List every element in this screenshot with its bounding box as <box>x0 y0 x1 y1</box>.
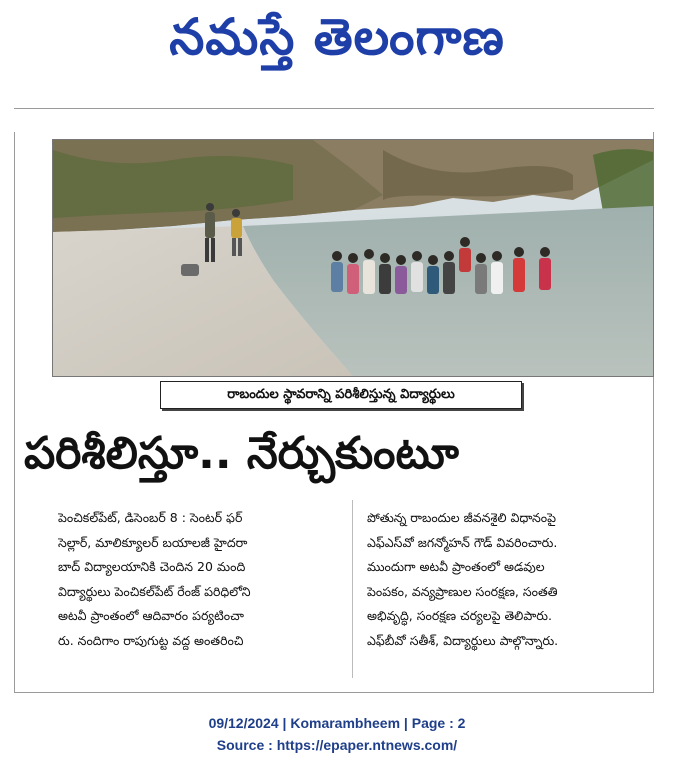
article-line: పెంపకం, వన్యప్రాణుల సంరక్షణ, సంతతి <box>367 583 558 599</box>
article-line: పోతున్న రాబందుల జీవనశైలి విధానంపై <box>367 510 556 525</box>
article-line: అటవీ ప్రాంతంలో ఆదివారం పర్యటించా <box>58 608 244 624</box>
clipping-border-left <box>14 132 15 692</box>
article-column-right <box>367 506 649 654</box>
article-line: రు. నందిగాం రాపుగుట్ట వద్ద అంతరించి <box>58 632 244 648</box>
article-line: ఎఫ్‌బీవో సతీశ్, విద్యార్థులు పాల్గొన్నారు. <box>367 632 559 648</box>
article-line: పెంచికల్‌పేట్, డిసెంబర్ 8 : సెంటర్ ఫర్ <box>58 510 243 525</box>
epaper-footer <box>0 712 674 756</box>
article-line: విద్యార్థులు పెంచికల్‌పేట్ రేంజ్ పరిధిలోని <box>58 583 251 599</box>
article-headline: పరిశీలిస్తూ.. నేర్చుకుంటూ <box>24 428 459 479</box>
masthead-rule <box>14 108 654 109</box>
article-line: సెల్లార్, మాలిక్యూలర్ బయాలజీ హైదరా <box>58 534 248 550</box>
article-column-left <box>58 506 340 654</box>
article-line: అభివృద్ధి, సంరక్షణ చర్యలపై తెలిపారు. <box>367 608 552 624</box>
footer-source-link[interactable]: Source : https://epaper.ntnews.com/ <box>216 737 458 753</box>
article-line: ముందుగా అటవీ ప్రాంతంలో అడవుల <box>367 559 545 575</box>
clipping-border-bottom <box>14 692 654 693</box>
masthead <box>0 0 674 108</box>
footer-edition-info: 09/12/2024 | Komarambheem | Page : 2 <box>208 715 466 731</box>
article-line: బాద్ విద్యాలయానికి చెందిన 20 మంది <box>58 559 246 575</box>
photo-caption: రాబందుల స్థావరాన్ని పరిశీలిస్తున్న విద్యార్థులు <box>160 381 522 409</box>
news-photo <box>52 139 654 377</box>
article-line: ఎఫ్ఎస్‌వో జగన్మోహన్ గౌడ్ వివరించారు. <box>367 534 558 550</box>
column-divider <box>352 500 353 678</box>
newspaper-title: నమస్తే తెలంగాణ <box>169 8 505 66</box>
river-scene-illustration <box>53 140 653 376</box>
